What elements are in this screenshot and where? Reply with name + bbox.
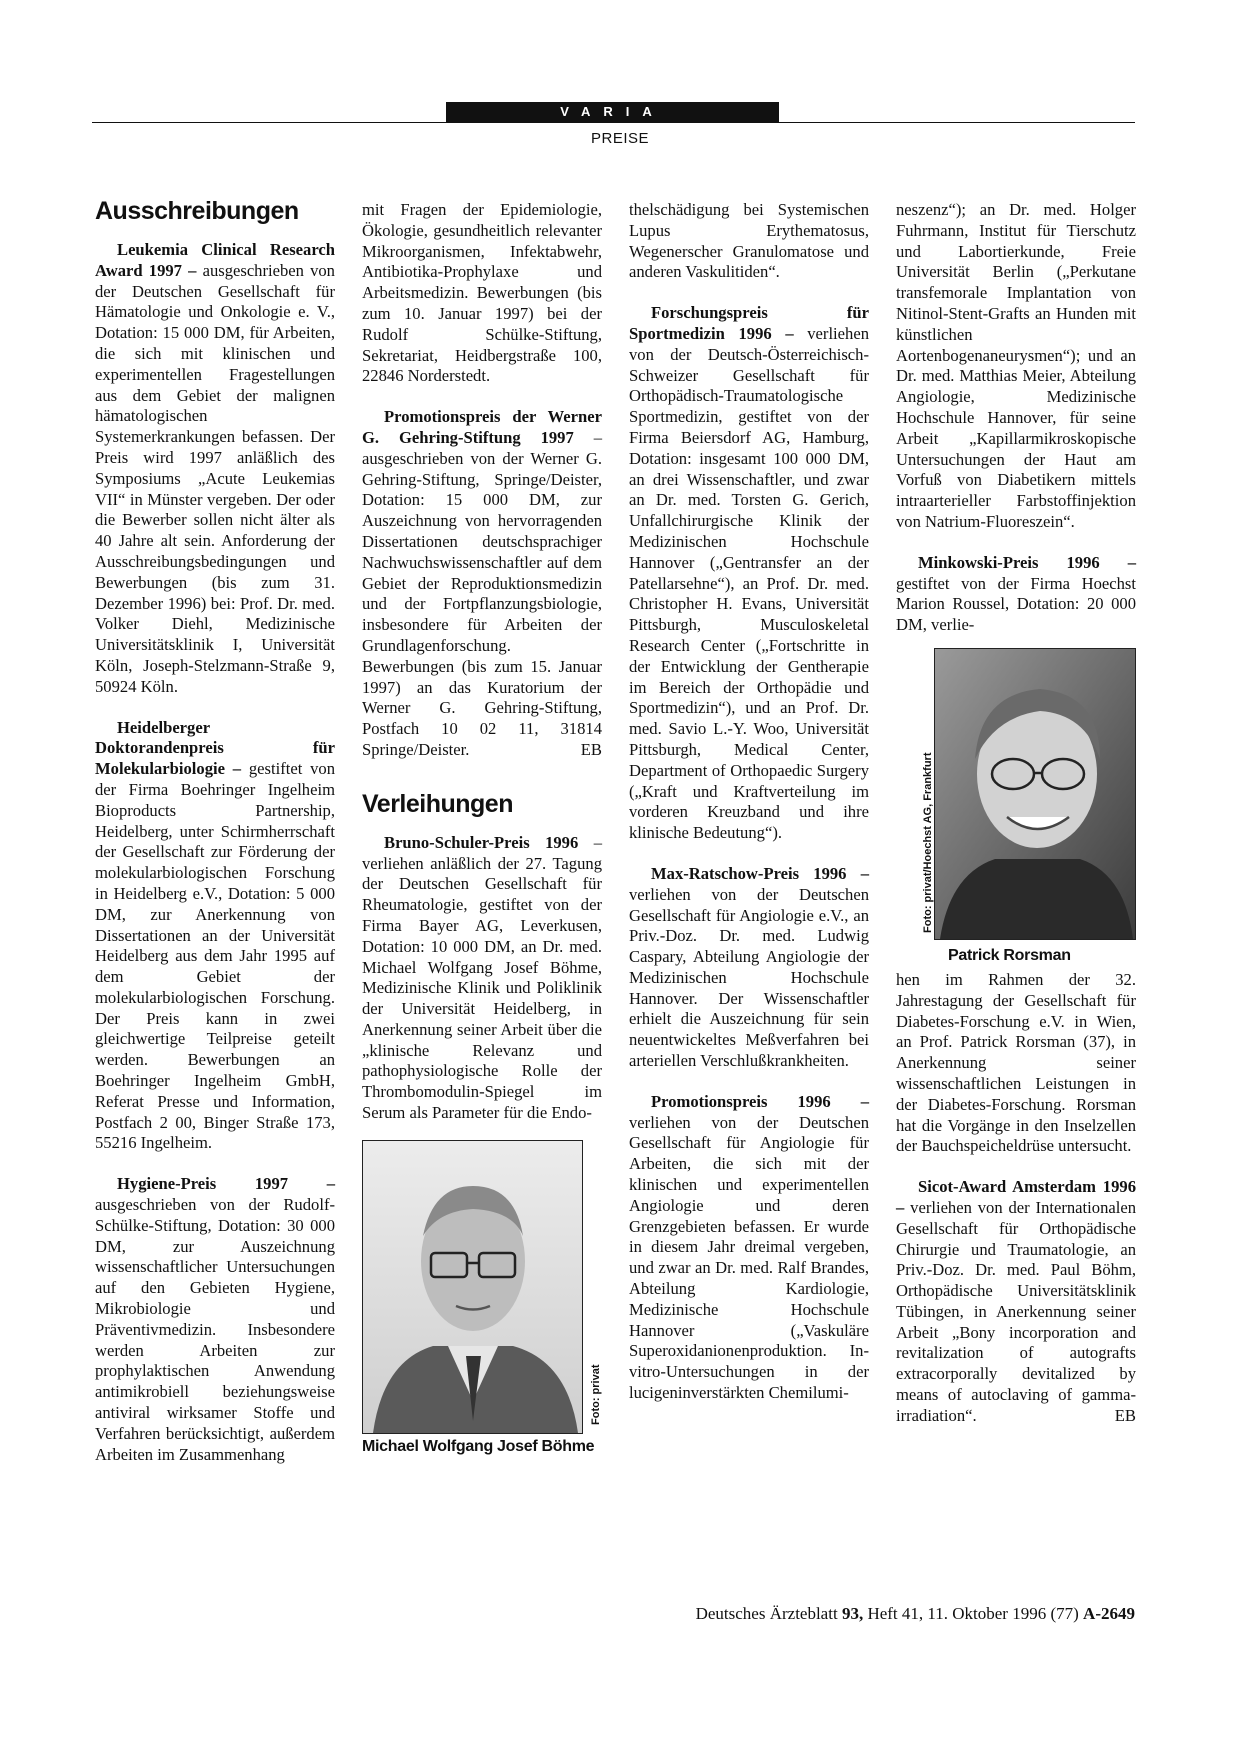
author-sign: EB	[1114, 1405, 1136, 1425]
award-title: Sicot-Award Amsterdam 1996 –	[896, 1177, 1136, 1217]
paragraph-leukemia-award	[95, 240, 335, 698]
award-title: Heidelberger Doktorandenpreis für Molekularbiologie –	[95, 717, 335, 779]
paragraph-bruno-schuler-preis	[362, 833, 602, 1124]
award-title: Hygiene-Preis 1997 –	[117, 1174, 335, 1194]
award-text: – verliehen anläßlich der 27. Tagung der Deutschen Gesellschaft für Rheumatologie, gestiftet von der Firma Bayer AG, Leverkusen, Dotation: 10 000 DM, an Dr. med. Michael Wolfgang Josef Böhme, Medizinische Klinik und Poliklinik der Universität Heidelberg, in Anerkennung seiner Arbeit über die „klinische Relevanz und pathophysiologische Rolle der Thrombomodulin-Spiegel im Serum als Parameter für die Endo-	[362, 832, 602, 1123]
award-title: Promotionspreis 1996 –	[651, 1091, 869, 1111]
photo-caption: Michael Wolfgang Josef Böhme	[362, 1437, 595, 1455]
paragraph-minkowski-preis	[896, 553, 1136, 636]
column-4	[896, 200, 1136, 1447]
paragraph-max-ratschow-preis	[629, 864, 869, 1072]
paragraph-bruno-schuler-continued	[629, 200, 869, 283]
award-text: verliehen von der Deutsch-Österreichisch-Schweizer Gesellschaft für Orthopädisch-Traumatologische Sportmedizin, gestiftet von der Firma Beiersdorf AG, Hamburg, Dotation: insgesamt 100 000 DM, an drei Wissenschaftler, und zwar an Dr. med. Torsten G. Gerich, Unfallchirurgische Klinik der Medizinischen Hochschule Hannover („Gentransfer an der Patellarsehne“), an Prof. Dr. med. Christopher H. Evans, Universität Pittsburgh, Musculoskeletal Research Center („Fortschritte in der Entwicklung der Gentherapie im Bereich der Orthopädie und Sportmedizin“), und an Prof. Dr. med. Savio L.-Y. Woo, Universität Pittsburgh, Medical Center, Department of Orthopaedic Surgery („Kraft und Kraftverteilung im vorderen Kreuzband und ihre klinische Bedeutung“).	[629, 323, 869, 843]
award-text: thelschädigung bei Systemischen Lupus Erythematosus, Wegenerscher Granulomatose und anderen Vaskulitiden“.	[629, 200, 869, 282]
paragraph-promotionspreis-continued	[896, 200, 1136, 533]
photo-caption: Patrick Rorsman	[948, 946, 1071, 964]
award-text: neszenz“); an Dr. med. Holger Fuhrmann, Institut für Tierschutz und Labortierkunde, Freie Universität Berlin („Perkutane transfemorale Implantation von Nitinol-Stent-Grafts an Hunden mit künstlichen Aortenbogenaneurysmen“); und an Dr. med. Matthias Meier, Abteilung Angiologie, Medizinische Hochschule Hannover, für seine Arbeit „Kapillarmikroskopische Untersuchungen der Haut am Vorfuß von Diabetikern mittels intraarterieller Farbstoffinjektion von Natrium-Fluoreszein“.	[896, 200, 1136, 531]
award-text: verliehen von der Deutschen Gesellschaft für Angiologie für Arbeiten, die sich mit der klinischen und experimentellen Angiologie und deren Grenzgebieten befassen. Er wurde in diesem Jahr dreimal vergeben, und zwar an Dr. med. Ralf Brandes, Abteilung Kardiologie, Medizinische Hochschule Hannover („Vaskuläre Superoxidanionenproduktion. In-vitro-Untersuchungen in der lucigeninverstärkten Chemilumi-	[629, 1112, 869, 1403]
photo-credit: Foto: privat/Hoechst AG, Frankfurt	[922, 752, 934, 933]
paragraph-forschungspreis-sportmedizin	[629, 303, 869, 844]
paragraph-hygiene-preis	[95, 1174, 335, 1465]
paragraph-sicot-award	[896, 1177, 1136, 1427]
column-3	[629, 200, 869, 1424]
award-text: gestiftet von der Firma Hoechst Marion Roussel, Dotation: 20 000 DM, verlie-	[896, 573, 1136, 635]
award-title: Leukemia Clinical Research Award 1997 –	[95, 240, 335, 280]
column-2	[362, 200, 602, 1460]
author-sign: EB	[580, 739, 602, 759]
award-title: Max-Ratschow-Preis 1996 –	[651, 863, 869, 883]
paragraph-gehring-preis	[362, 407, 602, 761]
award-title: Forschungspreis für Sportmedizin 1996 –	[629, 303, 869, 343]
paragraph-hygiene-continued	[362, 200, 602, 387]
portrait-image	[362, 1140, 583, 1434]
header-rule	[92, 122, 1135, 123]
paragraph-promotionspreis-1996	[629, 1092, 869, 1404]
photo-credit: Foto: privat	[590, 1364, 602, 1425]
journal-issue: Heft 41, 11. Oktober 1996 (77)	[863, 1604, 1084, 1623]
award-text: ausgeschrieben von der Rudolf-Schülke-Stiftung, Dotation: 30 000 DM, zur Auszeichnung wissenschaftlicher Untersuchungen auf den Gebieten Hygiene, Mikrobiologie und Präventivmedizin. Insbesondere werden Arbeiten zur prophylaktischen Anwendung antimikrobiell beziehungsweise antiviral wirksamer Stoffe und Verfahren berücksichtigt, außerdem Arbeiten im Zusammenhang	[95, 1195, 335, 1464]
journal-name: Deutsches Ärzteblatt	[695, 1604, 842, 1623]
award-text: – ausgeschrieben von der Werner G. Gehring-Stiftung, Springe/Deister, Dotation: 15 000 DM, zur Auszeichnung von hervorragenden Dissertationen deutschsprachiger Nachwuchswissenschaftler auf dem Gebiet der Reproduktionsmedizin und der Fortpflanzungsbiologie, insbesondere für Arbeiten der Grundlagenforschung. Bewerbungen (bis zum 15. Januar 1997) an das Kuratorium der Werner G. Gehring-Stiftung, Postfach 10 02 11, 31814 Springe/Deister.	[362, 427, 602, 759]
award-title: Bruno-Schuler-Preis 1996	[384, 832, 579, 852]
photo-boehme	[362, 1140, 602, 1460]
section-label: PREISE	[590, 130, 650, 147]
award-text: gestiftet von der Firma Boehringer Ingelheim Bioproducts Partnership, Heidelberg, unter Schirmherrschaft der Gesellschaft zur Förderung der molekularbiologischen Forschung in Heidelberg e.V., Dotation: 5 000 DM, zur Anerkennung von Dissertationen an der Universität Heidelberg aus dem Jahr 1995 auf dem Gebiet der molekularbiologischen Forschung. Der Preis kann in zwei gleichwertige Teilpreise geteilt werden. Bewerbungen an Boehringer Ingelheim GmbH, Referat Presse und Information, Postfach 2 00, Binger Straße 173, 55216 Ingelheim.	[95, 759, 335, 1153]
portrait-image	[934, 648, 1136, 940]
journal-volume: 93,	[841, 1604, 864, 1623]
award-title: Promotionspreis der Werner G. Gehring-Stiftung 1997	[362, 407, 602, 447]
award-text: mit Fragen der Epidemiologie, Ökologie, gesundheitlich relevanter Mikroorganismen, Infektabwehr, Antibiotika-Prophylaxe und Arbeitsmedizin. Bewerbungen (bis zum 10. Januar 1997) bei der Rudolf Schülke-Stiftung, Sekretariat, Heidbergstraße 100, 22846 Norderstedt.	[362, 200, 602, 386]
award-title: Minkowski-Preis 1996 –	[918, 552, 1136, 572]
page-number: A-2649	[1083, 1604, 1135, 1623]
photo-rorsman	[896, 648, 1136, 970]
paragraph-minkowski-continued	[896, 970, 1136, 1157]
page-footer	[696, 1604, 1135, 1624]
column-1	[95, 196, 335, 1485]
award-text: verliehen von der Deutschen Gesellschaft für Angiologie e.V., an Priv.-Doz. Dr. med. Ludwig Caspary, Abteilung Angiologie der Medizinischen Hochschule Hannover. Der Wissenschaftler erhielt die Auszeichnung für sein neuentwickeltes Meßverfahren bei arteriellen Verschlußkrankheiten.	[629, 884, 869, 1071]
heading-ausschreibungen: Ausschreibungen	[95, 197, 299, 225]
award-text: verliehen von der Internationalen Gesellschaft für Orthopädische Chirurgie und Traumatologie, an Priv.-Doz. Dr. med. Paul Böhm, Orthopädische Universitätsklinik Tübingen, in Anerkennung seiner Arbeit „Bony incorporation and revitalization of autografts extracorporally devitalized by means of autoclaving of gamma-irradiation“.	[896, 1197, 1136, 1425]
section-bar: VARIA	[446, 102, 779, 122]
heading-verleihungen: Verleihungen	[362, 789, 513, 818]
paragraph-heidelberger-preis	[95, 718, 335, 1155]
award-text: hen im Rahmen der 32. Jahrestagung der Gesellschaft für Diabetes-Forschung e.V. in Wien, an Prof. Patrick Rorsman (37), in Anerkennung seiner wissenschaftlichen Leistungen in der Diabetes-Forschung. Rorsman hat die Vorgänge in den Inselzellen der Bauchspeicheldrüse untersucht.	[896, 969, 1136, 1156]
award-text: ausgeschrieben von der Deutschen Gesellschaft für Hämatologie und Onkologie e. V., Dotation: 15 000 DM, für Arbeiten, die sich mit klinischen und experimentellen Fragestellungen aus dem Gebiet der malignen hämatologischen Systemerkrankungen befassen. Der Preis wird 1997 anläßlich des Symposiums „Acute Leukemias VII“ in Münster vergeben. Der oder die Bewerber sollen nicht älter als 40 Jahre alt sein. Anforderung der Ausschreibungsbedingungen und Bewerbungen (bis zum 31. Dezember 1996) bei: Prof. Dr. med. Volker Diehl, Medizinische Universitätsklinik I, Universität Köln, Joseph-Stelzmann-Straße 9, 50924 Köln.	[95, 260, 335, 696]
